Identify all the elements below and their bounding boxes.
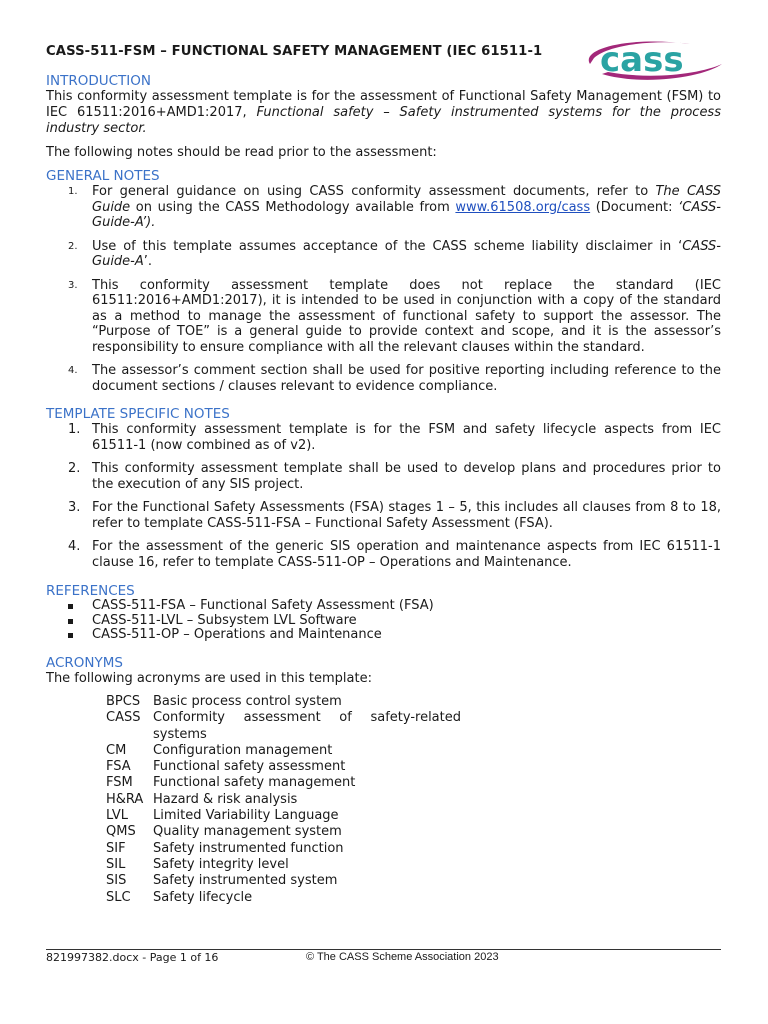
footer-copyright: © The CASS Scheme Association 2023 xyxy=(306,951,499,963)
template-notes-heading: TEMPLATE SPECIFIC NOTES xyxy=(46,406,230,422)
table-row: QMS Quality management system xyxy=(106,824,342,840)
page-title: CASS-511-FSM – FUNCTIONAL SAFETY MANAGEMENT (IEC 61511-1 xyxy=(46,44,543,59)
cass-website-link[interactable]: www.61508.org/cass xyxy=(455,199,591,215)
table-row: CASS Conformity assessment of safety-related systems xyxy=(106,710,461,742)
template-notes-list xyxy=(46,422,721,570)
list-item: 4. The assessor’s comment section shall be used for positive reporting including reference to the document sections / clauses relevant to evidence compliance. xyxy=(68,363,721,394)
table-row: FSA Functional safety assessment xyxy=(106,759,346,775)
acronyms-intro: The following acronyms are used in this template: xyxy=(46,671,372,686)
table-row: SIF Safety instrumented function xyxy=(106,840,344,856)
list-item: CASS-511-OP – Operations and Maintenance xyxy=(46,628,721,643)
list-item: 2. This conformity assessment template shall be used to develop plans and procedures prior to the execution of any SIS project. xyxy=(68,461,721,492)
footer-divider xyxy=(46,949,721,950)
bullet-icon xyxy=(68,619,73,624)
bullet-icon xyxy=(68,604,73,609)
list-item: 3. This conformity assessment template does not replace the standard (IEC 61511:2016+AMD1:2017), it is intended to be used in conjunction with a copy of the standard as a method to manage the assessment of functional safety to support the assessor. The “Purpose of TOE” is a general guide to provide context and scope, and it is the assessor’s responsibility to ensure compliance with all the relevant clauses within the standard. xyxy=(68,277,721,355)
general-notes-heading: GENERAL NOTES xyxy=(46,168,160,184)
cass-logo xyxy=(572,38,724,84)
logo-text: cass xyxy=(600,40,684,80)
list-item: 2. Use of this template assumes acceptance of the CASS scheme liability disclaimer in ‘CASS-Guide-A’. xyxy=(68,238,721,269)
acronyms-heading: ACRONYMS xyxy=(46,655,123,671)
introduction-heading: INTRODUCTION xyxy=(46,73,151,89)
table-row: BPCS Basic process control system xyxy=(106,694,342,709)
footer-page-info: 821997382.docx - Page 1 of 16 xyxy=(46,951,219,964)
list-item: CASS-511-FSA – Functional Safety Assessment (FSA) xyxy=(46,599,721,614)
general-notes-list xyxy=(46,184,721,394)
list-item: 3. For the Functional Safety Assessments (FSA) stages 1 – 5, this includes all clauses from 8 to 18, refer to template CASS-511-FSA – Functional Safety Assessment (FSA). xyxy=(68,500,721,531)
list-item: 4. For the assessment of the generic SIS operation and maintenance aspects from IEC 61511-1 clause 16, refer to template CASS-511-OP – Operations and Maintenance. xyxy=(68,539,721,570)
introduction-paragraph: This conformity assessment template is for the assessment of Functional Safety Management (FSM) to IEC 61511:2016+AMD1:2017, Functional safety – Safety instrumented systems for the process industry sector. xyxy=(46,89,721,136)
table-row: SIS Safety instrumented system xyxy=(106,873,338,889)
table-row: CM Configuration management xyxy=(106,742,333,758)
table-row: SIL Safety integrity level xyxy=(106,856,289,872)
table-row: LVL Limited Variability Language xyxy=(106,808,339,824)
list-item: 1. For general guidance on using CASS conformity assessment documents, refer to The CASS Guide on using the CASS Methodology available from www.61508.org/cass (Document: ‘CASS-Guide-A’). xyxy=(68,184,722,230)
references-heading: REFERENCES xyxy=(46,583,135,599)
bullet-icon xyxy=(68,633,73,638)
table-row: FSM Functional safety management xyxy=(106,775,356,791)
acronyms-table xyxy=(106,694,466,906)
table-row: SLC Safety lifecycle xyxy=(106,889,253,905)
list-item: 1. This conformity assessment template is for the FSM and safety lifecycle aspects from IEC 61511-1 (now combined as of v2). xyxy=(68,422,721,453)
table-row: H&RA Hazard & risk analysis xyxy=(106,791,298,807)
list-item: CASS-511-LVL – Subsystem LVL Software xyxy=(46,614,721,629)
references-list xyxy=(46,599,721,643)
notes-intro-paragraph: The following notes should be read prior to the assessment: xyxy=(46,145,437,160)
